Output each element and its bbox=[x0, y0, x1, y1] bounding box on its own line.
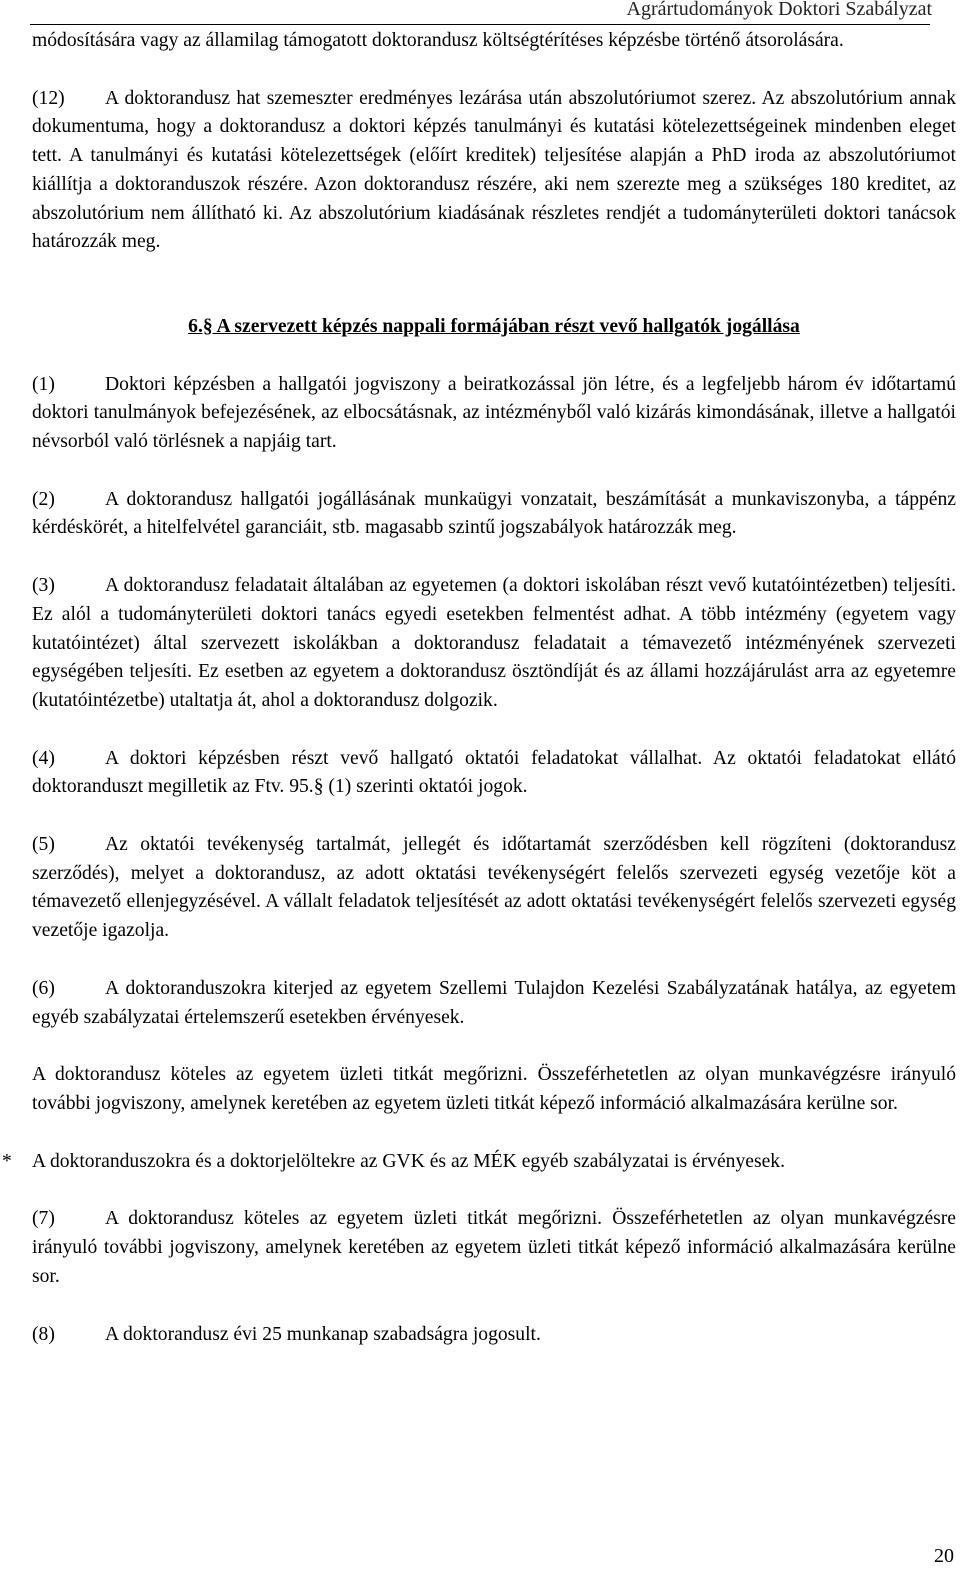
paragraph-number: (3) bbox=[32, 575, 55, 597]
paragraph-5 bbox=[32, 831, 956, 946]
header-rule bbox=[30, 24, 930, 25]
paragraph-text: A doktori képzésben részt vevő hallgató oktatói feladatokat vállalhat. Az oktatói feladatokat ellátó doktoranduszt megilletik az Ftv. 95.§ (1) szerinti oktatói jogok. bbox=[32, 747, 956, 798]
paragraph-text: A doktorandusz évi 25 munkanap szabadságra jogosult. bbox=[105, 1323, 541, 1345]
paragraph-6 bbox=[32, 975, 956, 1032]
paragraph-3 bbox=[32, 572, 956, 716]
paragraph-text: Doktori képzésben a hallgatói jogviszony a beiratkozással jön létre, és a legfeljebb három év időtartamú doktori tanulmányok befejezésének, az elbocsátásnak, az intézményből való kizárás kimondásának, illetve a hallgatói névsorból való törlésnek a napjáig tart. bbox=[32, 373, 956, 453]
continuation-paragraph: módosítására vagy az államilag támogatott doktorandusz költségtérítéses képzésbe történő átsorolására. bbox=[32, 30, 844, 51]
running-header: Agrártudományok Doktori Szabályzat bbox=[626, 0, 932, 20]
paragraph-number: (4) bbox=[32, 747, 55, 769]
section-heading: 6.§ A szervezett képzés nappali formájában részt vevő hallgatók jogállása bbox=[188, 315, 800, 337]
paragraph-number: (7) bbox=[32, 1208, 55, 1230]
paragraph-text: A doktorandusz hat szemeszter eredményes lezárása után abszolutóriumot szerez. Az abszolutórium annak dokumentuma, hogy a doktorandusz a doktori képzés tanulmányi és kutatási kötelezettségeinek mindenben eleget tett. A tanulmányi és kutatási kötelezettségek (előírt kreditek) teljesítése alapján a PhD iroda az abszolutóriumot kiállítja a doktoranduszok részére. Azon doktorandusz részére, aki nem szerezte meg a szükséges 180 kreditet, az abszolutórium nem állítható ki. Az abszolutórium kiadásának részletes rendjét a tudományterületi doktori tanácsok határozzák meg. bbox=[32, 87, 956, 253]
paragraph-number: (12) bbox=[32, 87, 65, 109]
paragraph-7 bbox=[32, 1205, 956, 1291]
paragraph-text: A doktorandusz köteles az egyetem üzleti titkát megőrizni. Összeférhetetlen az olyan munkavégzésre irányuló további jogviszony, amelynek keretében az egyetem üzleti titkát képező információ alkalmazására kerülne sor. bbox=[32, 1208, 956, 1287]
document-body bbox=[2, 27, 956, 1349]
paragraph-asterisk bbox=[2, 1148, 956, 1177]
paragraph-4 bbox=[32, 745, 956, 802]
paragraph-8 bbox=[32, 1321, 956, 1350]
paragraph-1 bbox=[32, 371, 956, 457]
paragraph-text: A doktoranduszokra és a doktorjelöltekre az GVK és az MÉK egyéb szabályzatai is érvényesek. bbox=[32, 1150, 785, 1172]
paragraph-unnumbered: A doktorandusz köteles az egyetem üzleti titkát megőrizni. Összeférhetetlen az olyan munkavégzésre irányuló további jogviszony, amelynek keretében az egyetem üzleti titkát képező információ alkalmazására kerülne sor. bbox=[32, 1064, 956, 1114]
paragraph-12 bbox=[32, 85, 956, 257]
paragraph-number: (2) bbox=[32, 488, 55, 510]
paragraph-number: (1) bbox=[32, 373, 55, 395]
paragraph-number: (6) bbox=[32, 977, 55, 999]
page-number: 20 bbox=[934, 1545, 954, 1567]
paragraph-2 bbox=[32, 486, 956, 543]
paragraph-text: A doktoranduszokra kiterjed az egyetem Szellemi Tulajdon Kezelési Szabályzatának hatálya, az egyetem egyéb szabályzatai értelemszerű esetekben érvényesek. bbox=[32, 977, 956, 1028]
paragraph-number: (5) bbox=[32, 834, 55, 856]
paragraph-text: A doktorandusz feladatait általában az egyetemen (a doktori iskolában részt vevő kutatóintézetben) teljesíti. Ez alól a tudományterületi doktori tanács egyedi esetekben felmentést adhat. A több intézmény (egyetem vagy kutatóintézet) által szervezett iskolákban a doktorandusz feladatait a témavezető intézményének szervezeti egységében teljesíti. Ez esetben az egyetem a doktorandusz ösztöndíját és az állami hozzájárulást arra az egyetemre (kutatóintézetbe) utaltatja át, ahol a doktorandusz dolgozik. bbox=[32, 575, 956, 711]
asterisk-marker: * bbox=[2, 1150, 12, 1172]
paragraph-number: (8) bbox=[32, 1323, 55, 1345]
paragraph-text: A doktorandusz hallgatói jogállásának munkaügyi vonzatait, beszámítását a munkaviszonyba, a táppénz kérdéskörét, a hitelfelvétel garanciáit, stb. magasabb szintű jogszabályok határozzák meg. bbox=[32, 488, 956, 539]
paragraph-text: Az oktatói tevékenység tartalmát, jellegét és időtartamát szerződésben kell rögzíteni (doktorandusz szerződés), melyet a doktorandusz, az adott oktatási tevékenységért felelős szervezeti egység vezetője köt a témavezető ellenjegyzésével. A vállalt feladatok teljesítését az adott oktatási tevékenységért felelős szervezeti egység vezetője igazolja. bbox=[32, 834, 956, 942]
